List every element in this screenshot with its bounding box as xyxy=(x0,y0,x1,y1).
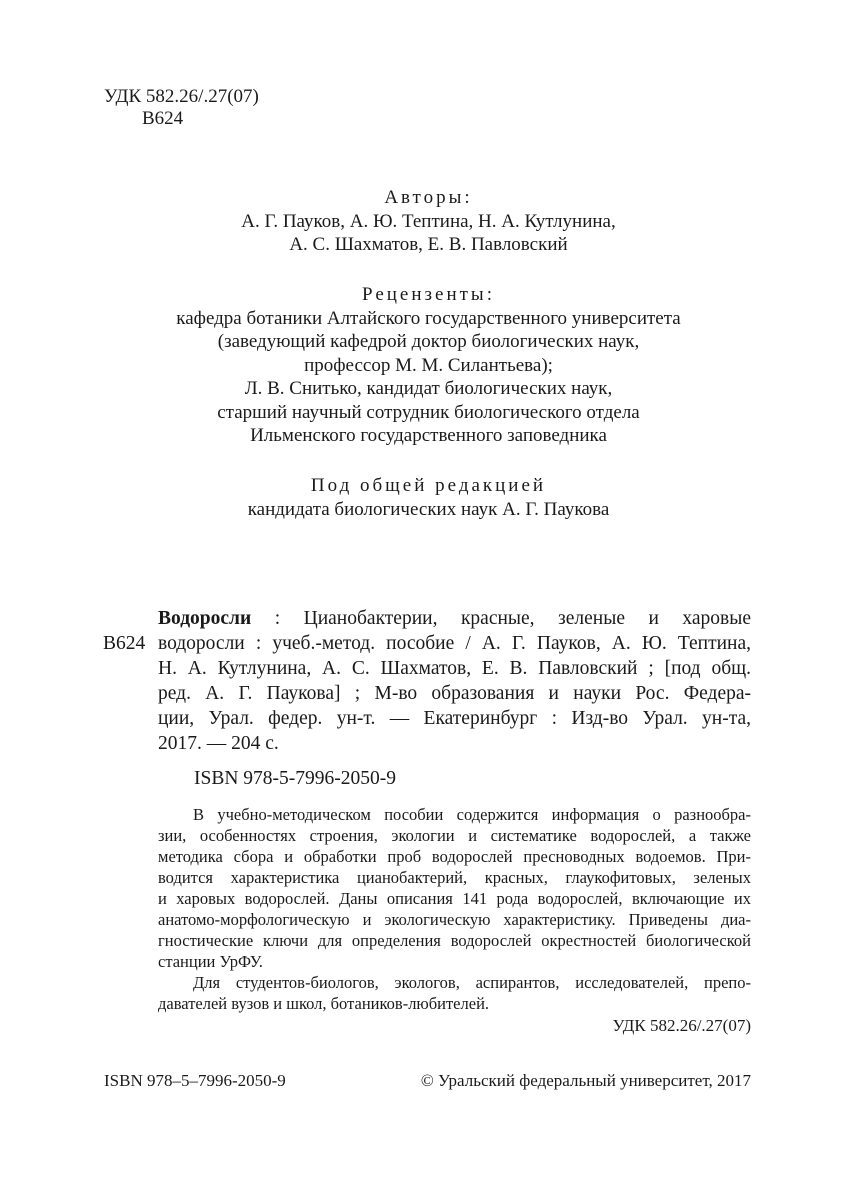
reviewers-line: профессор М. М. Силантьева); xyxy=(304,354,553,376)
editor-heading: Под общей редакцией xyxy=(310,475,547,496)
authors-line: А. Г. Пауков, А. Ю. Тептина, Н. А. Кутлунина, xyxy=(241,210,616,232)
reviewers-block xyxy=(0,283,857,448)
editor-line: кандидата биологических наук А. Г. Паукова xyxy=(247,498,610,520)
biblio-line: водоросли : учеб.-метод. пособие / А. Г. Пауков, А. Ю. Тептина, xyxy=(158,633,751,654)
biblio-title: Водоросли xyxy=(158,608,252,629)
reviewers-line: Л. В. Снитько, кандидат биологических наук, xyxy=(244,378,613,399)
annotation-line: методика сбора и обработки проб водорослей пресноводных водоемов. При- xyxy=(158,847,751,866)
annotation-line: гностические ключи для определения водорослей окрестностей биологической xyxy=(158,931,751,950)
authors-block xyxy=(0,186,857,257)
header-udk: УДК 582.26/.27(07) xyxy=(104,86,259,107)
authors-line: А. С. Шахматов, Е. В. Павловский xyxy=(289,234,568,255)
editor-block xyxy=(0,474,857,521)
audience-line: Для студентов-биологов, экологов, аспирантов, исследователей, препо- xyxy=(193,973,751,992)
annotation-line: станции УрФУ. xyxy=(158,952,263,971)
authors-heading: Авторы: xyxy=(384,187,473,208)
annotation-udk: УДК 582.26/.27(07) xyxy=(612,1016,751,1035)
footer-copyright: © Уральский федеральный университет, 2017 xyxy=(420,1071,751,1090)
biblio-line: ред. А. Г. Паукова] ; М-во образования и науки Рос. Федера- xyxy=(158,683,751,704)
biblio-first-line-rest: : Цианобактерии, красные, зеленые и харовые xyxy=(251,608,751,629)
biblio-line: ции, Урал. федер. ун-т. — Екатеринбург : Изд-во Урал. ун-та, xyxy=(158,708,751,729)
footer-isbn: ISBN 978–5–7996-2050-9 xyxy=(104,1071,286,1090)
biblio-line: 2017. — 204 с. xyxy=(158,733,279,754)
reviewers-line: (заведующий кафедрой доктор биологических наук, xyxy=(217,331,640,352)
biblio-side-code: В624 xyxy=(103,633,146,654)
annotation-line: и харовых водорослей. Даны описания 141 рода водорослей, включающие их xyxy=(158,889,751,908)
annotation-line: водится характеристика цианобактерий, красных, глаукофитовых, зеленых xyxy=(158,868,751,887)
reviewers-line: Ильменского государственного заповедника xyxy=(250,425,607,446)
biblio-isbn: ISBN 978-5-7996-2050-9 xyxy=(194,768,397,789)
biblio-line: Н. А. Кутлунина, А. С. Шахматов, Е. В. Павловский ; [под общ. xyxy=(158,658,751,679)
audience-line: давателей вузов и школ, ботаников-любителей. xyxy=(158,994,490,1013)
annotation-line: зии, особенностях строения, экологии и систематике водорослей, а также xyxy=(158,826,751,845)
reviewers-line: кафедра ботаники Алтайского государственного университета xyxy=(176,307,681,329)
reviewers-heading: Рецензенты: xyxy=(362,284,495,305)
annotation-line: В учебно-методическом пособии содержится информация о разнообра- xyxy=(193,805,751,824)
header-code: В624 xyxy=(142,108,184,129)
reviewers-line: старший научный сотрудник биологического отдела xyxy=(217,401,640,423)
annotation-line: анатомо-морфологическую и экологическую характеристику. Приведены диа- xyxy=(158,910,751,929)
